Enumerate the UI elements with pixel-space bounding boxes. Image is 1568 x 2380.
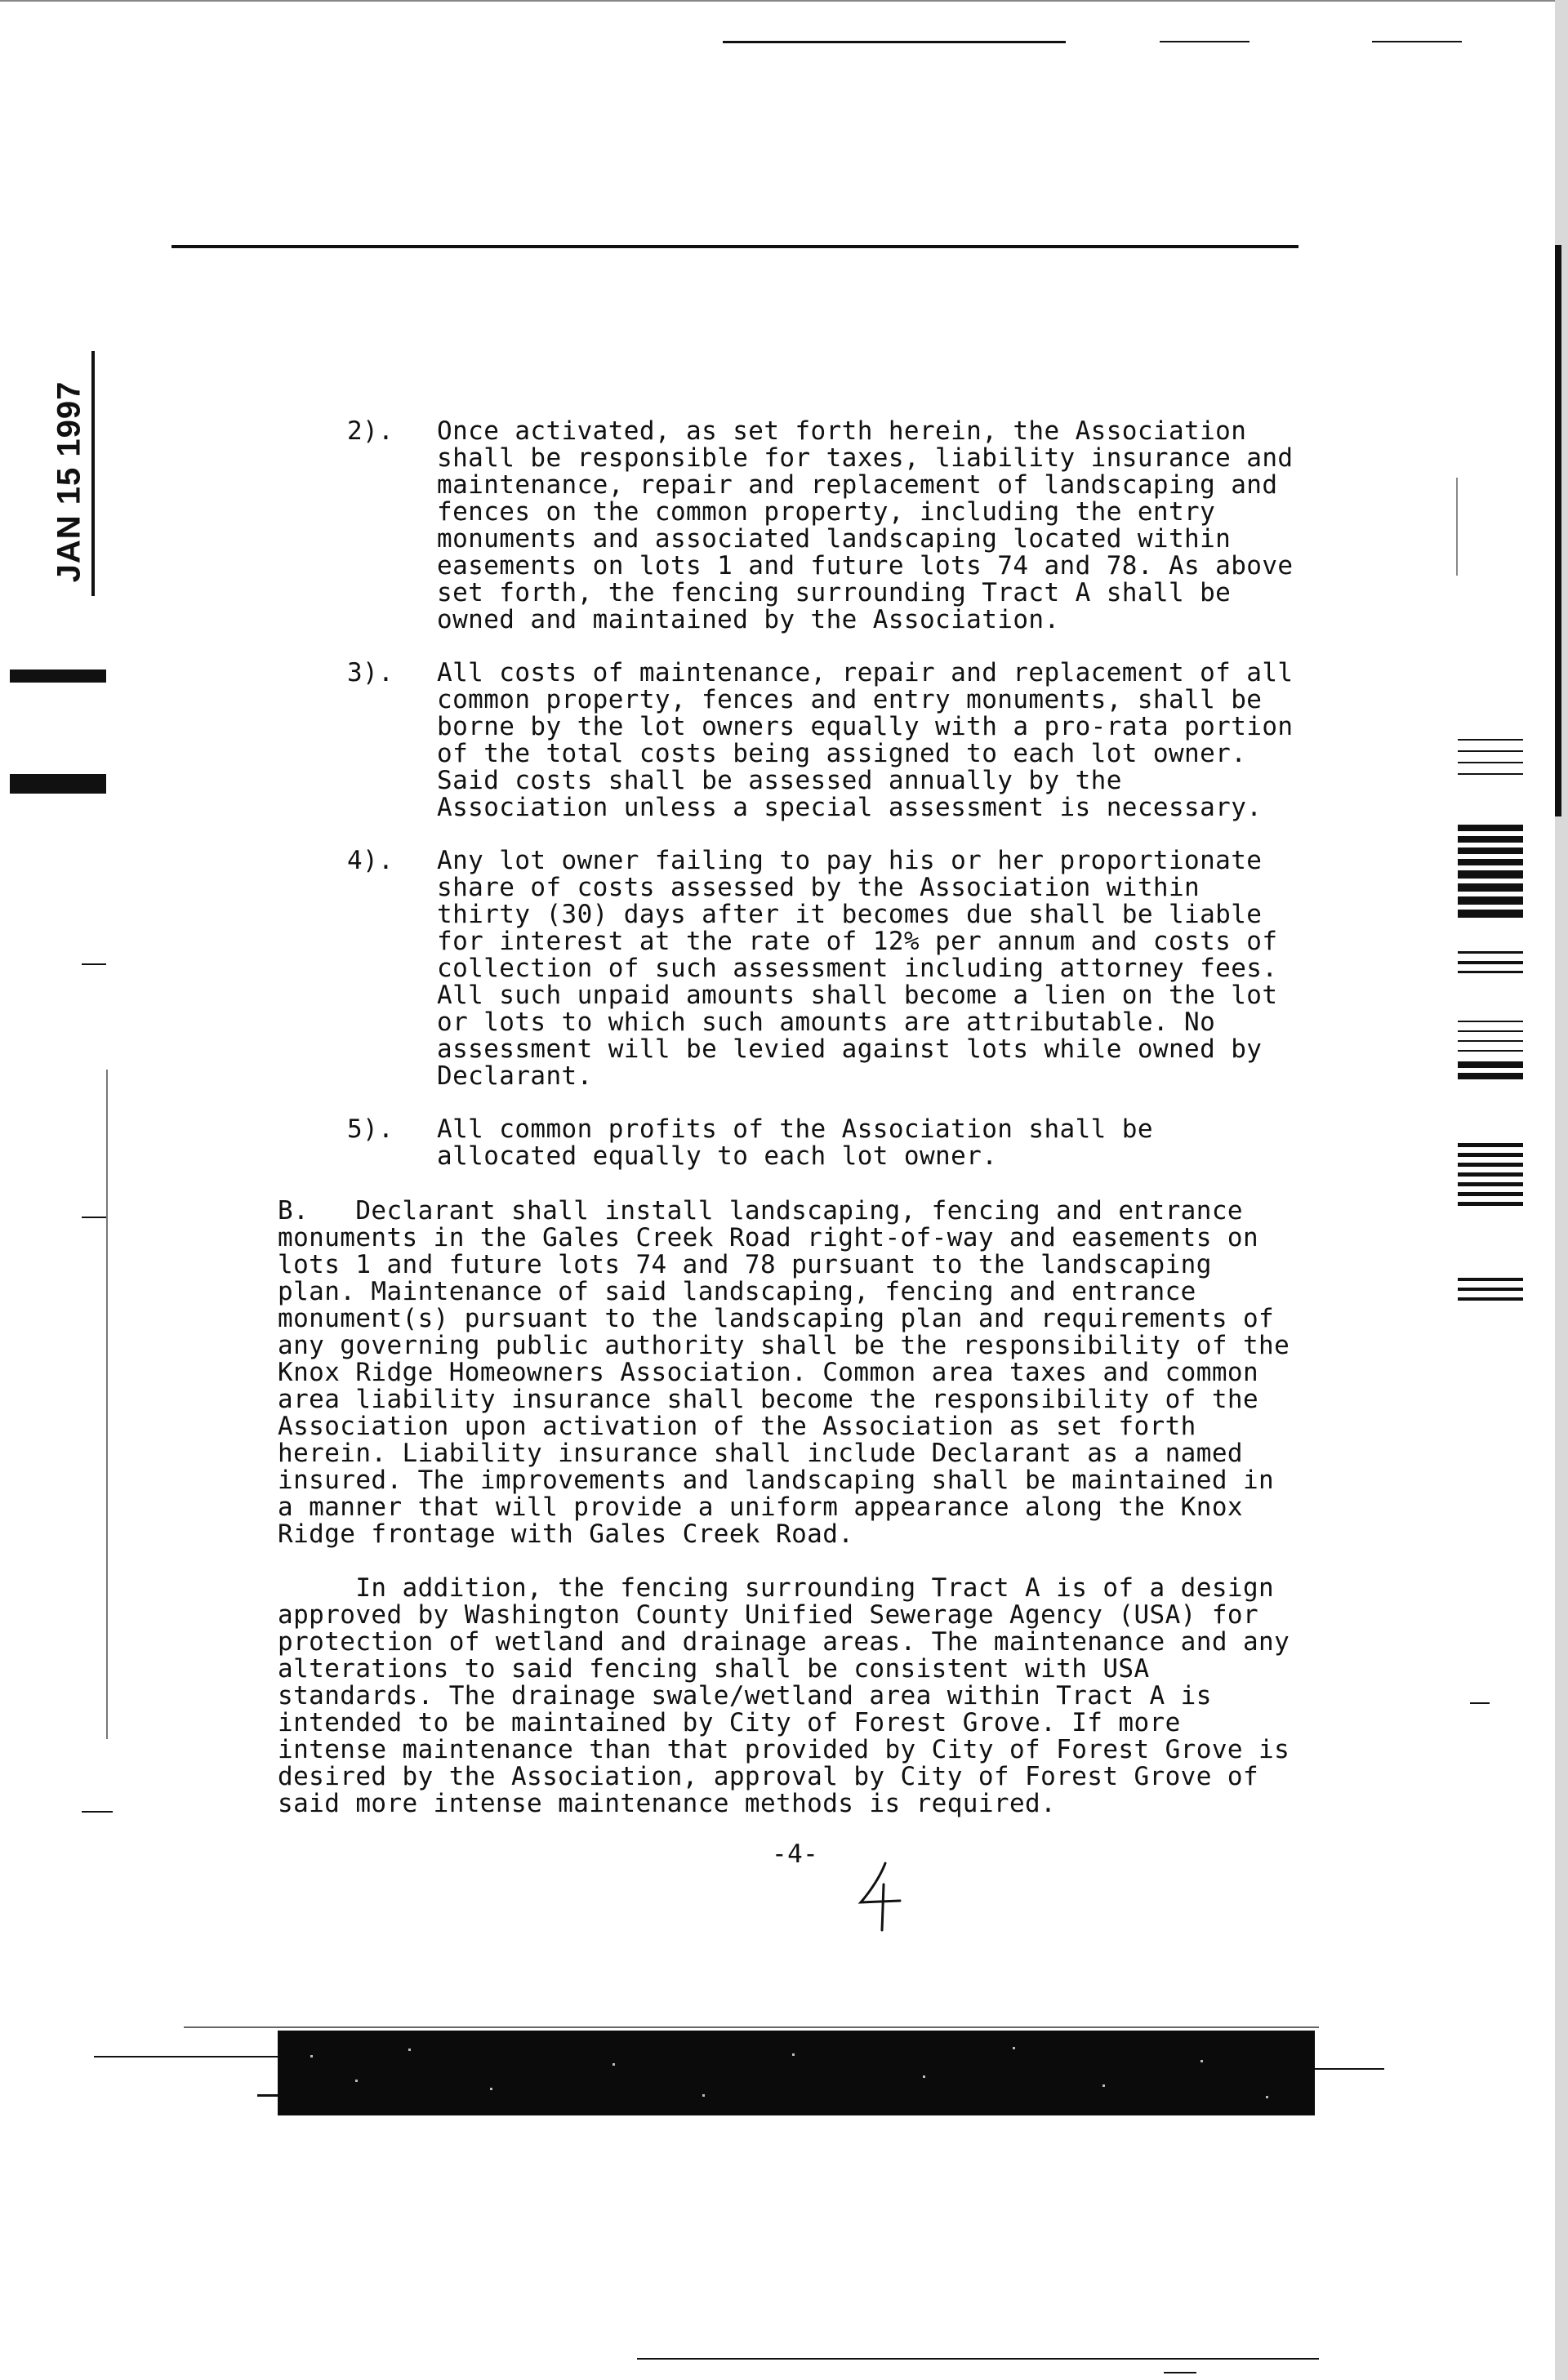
header-rule: [172, 245, 1298, 248]
item-number: 4).: [347, 846, 394, 875]
stamp-underline: [91, 351, 95, 596]
redaction-band: [278, 2031, 1315, 2115]
text-line: Association upon activation of the Association as set forth: [278, 1412, 1196, 1441]
text-line: Declarant.: [437, 1061, 593, 1091]
left-margin-tick: [82, 1217, 106, 1218]
top-scan-line: [0, 0, 1568, 2]
addition-paragraph: [278, 1575, 1339, 1817]
text-line: plan. Maintenance of said landscaping, fencing and entrance: [278, 1277, 1196, 1306]
text-line: Ridge frontage with Gales Creek Road.: [278, 1519, 854, 1549]
text-line: intense maintenance than that provided by City of Forest Grove is: [278, 1735, 1290, 1764]
handwritten-page-number: [856, 1860, 905, 1937]
text-line: Association unless a special assessment is necessary.: [437, 793, 1263, 822]
text-line: All common profits of the Association shall be: [437, 1114, 1153, 1144]
left-margin-tick: [82, 1811, 113, 1813]
text-line: intended to be maintained by City of Forest Grove. If more: [278, 1708, 1181, 1737]
text-line: borne by the lot owners equally with a pro-rata portion: [437, 712, 1294, 741]
text-line: All costs of maintenance, repair and replacement of all: [437, 658, 1294, 687]
handwritten-four-glyph: [856, 1860, 905, 1933]
bottom-rule-short: [1164, 2372, 1196, 2373]
text-line: common property, fences and entry monuments, shall be: [437, 685, 1263, 714]
text-line: or lots to which such amounts are attributable. No: [437, 1008, 1216, 1037]
top-dash-line: [723, 41, 1066, 43]
text-line: any governing public authority shall be the responsibility of the: [278, 1331, 1290, 1360]
text-line: monuments and associated landscaping located within: [437, 524, 1232, 554]
text-line: herein. Liability insurance shall include Declarant as a named: [278, 1439, 1243, 1468]
text-line: maintenance, repair and replacement of landscaping and: [437, 470, 1278, 500]
item-text: [437, 1116, 1319, 1170]
text-line: said more intense maintenance methods is required.: [278, 1789, 1057, 1818]
section-b-paragraph: [278, 1198, 1339, 1548]
text-line: Any lot owner failing to pay his or her proportionate: [437, 846, 1263, 875]
text-line: alterations to said fencing shall be consistent with USA: [278, 1654, 1150, 1684]
text-line: approved by Washington County Unified Sewerage Agency (USA) for: [278, 1600, 1259, 1630]
text-line: insured. The improvements and landscaping shall be maintained in: [278, 1466, 1275, 1495]
stamp-date: JAN 15 1997: [51, 380, 87, 583]
text-line: easements on lots 1 and future lots 74 and 78. As above: [437, 551, 1294, 581]
text-line: owned and maintained by the Association.: [437, 605, 1060, 634]
text-line: B. Declarant shall install landscaping, fencing and entrance: [278, 1196, 1243, 1226]
left-margin-mark: [10, 670, 106, 683]
item-number: 2).: [347, 416, 394, 446]
text-line: for interest at the rate of 12% per annum and costs of: [437, 927, 1278, 956]
bottom-rule-left: [94, 2056, 278, 2057]
text-line: standards. The drainage swale/wetland area within Tract A is: [278, 1681, 1212, 1710]
text-line: of the total costs being assigned to each lot owner.: [437, 739, 1247, 768]
left-margin-vline: [106, 1070, 108, 1739]
text-line: protection of wetland and drainage areas. The maintenance and any: [278, 1627, 1290, 1657]
text-line: assessment will be levied against lots while owned by: [437, 1034, 1263, 1064]
text-line: shall be responsible for taxes, liability insurance and: [437, 443, 1294, 473]
text-line: Once activated, as set forth herein, the Association: [437, 416, 1247, 446]
item-text: [437, 847, 1319, 1090]
text-line: thirty (30) days after it becomes due shall be liable: [437, 900, 1263, 929]
item-number: 5).: [347, 1114, 394, 1144]
text-line: Knox Ridge Homeowners Association. Common area taxes and common: [278, 1358, 1259, 1387]
left-margin-tick: [82, 963, 106, 965]
text-line: fences on the common property, including the entry: [437, 497, 1216, 527]
text-line: All such unpaid amounts shall become a lien on the lot: [437, 981, 1278, 1010]
item-number: 3).: [347, 658, 394, 687]
received-date-stamp: [42, 359, 96, 604]
item-text: [437, 418, 1319, 634]
text-line: allocated equally to each lot owner.: [437, 1141, 998, 1171]
text-line: Said costs shall be assessed annually by the: [437, 766, 1122, 795]
text-line: collection of such assessment including attorney fees.: [437, 954, 1278, 983]
text-line: share of costs assessed by the Association within: [437, 873, 1200, 902]
text-line: monuments in the Gales Creek Road right-of-way and easements on: [278, 1223, 1259, 1252]
right-margin-vline: [1456, 478, 1458, 576]
right-margin-tick: [1470, 1702, 1490, 1704]
bottom-dash-line: [184, 2026, 1319, 2028]
text-line: In addition, the fencing surrounding Tract A is of a design: [278, 1573, 1275, 1603]
right-edge-bar-dark: [1555, 245, 1561, 816]
item-text: [437, 660, 1319, 821]
bottom-rule: [637, 2358, 1319, 2360]
text-line: area liability insurance shall become the responsibility of the: [278, 1385, 1259, 1414]
bottom-rule-right: [1315, 2068, 1384, 2070]
text-line: a manner that will provide a uniform appearance along the Knox: [278, 1493, 1243, 1522]
text-line: desired by the Association, approval by City of Forest Grove of: [278, 1762, 1259, 1791]
text-line: monument(s) pursuant to the landscaping plan and requirements of: [278, 1304, 1275, 1333]
left-margin-mark: [10, 774, 106, 794]
top-dash-line: [1372, 41, 1462, 42]
top-dash-line: [1160, 41, 1250, 42]
page-number: -4-: [772, 1839, 819, 1869]
text-line: lots 1 and future lots 74 and 78 pursuant to the landscaping: [278, 1250, 1212, 1279]
text-line: set forth, the fencing surrounding Tract A shall be: [437, 578, 1232, 607]
